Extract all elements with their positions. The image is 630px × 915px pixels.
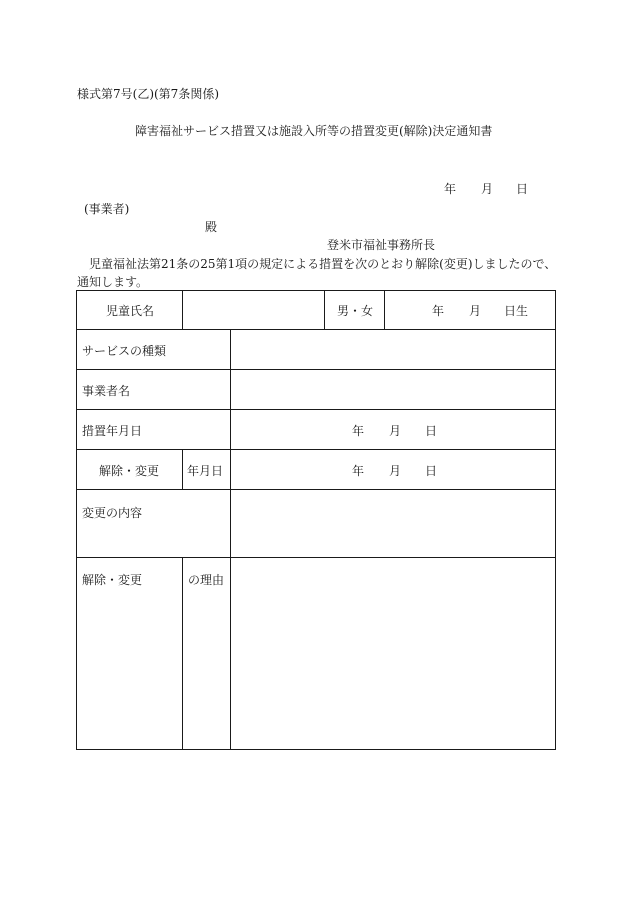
gender-option: 男・女 bbox=[337, 304, 374, 318]
body-text-line1: 児童福祉法第21条の25第1項の規定による措置を次のとおり解除(変更)しましたので、 bbox=[89, 257, 557, 271]
change-content-label: 変更の内容 bbox=[82, 506, 143, 520]
cancel-change-date-day: 日 bbox=[425, 464, 438, 478]
birth-month: 月 bbox=[469, 304, 482, 318]
measure-date-month: 月 bbox=[389, 424, 402, 438]
measure-date-day: 日 bbox=[425, 424, 438, 438]
body-text-line2: 通知します。 bbox=[77, 275, 149, 289]
form-label: 様式第7号(乙)(第7条関係) bbox=[77, 87, 219, 101]
birth-day-suffix: 日生 bbox=[504, 304, 529, 318]
measure-date-year: 年 bbox=[352, 424, 365, 438]
header-date-year: 年 bbox=[444, 182, 457, 196]
issuer: 登米市福祉事務所長 bbox=[327, 238, 436, 252]
service-type-label: サービスの種類 bbox=[82, 344, 167, 358]
header-date-day: 日 bbox=[516, 182, 529, 196]
cancel-change-date-year: 年 bbox=[352, 464, 365, 478]
child-name-label: 児童氏名 bbox=[106, 304, 155, 318]
honorific: 殿 bbox=[205, 220, 218, 234]
document-title: 障害福祉サービス措置又は施設入所等の措置変更(解除)決定通知書 bbox=[135, 124, 493, 138]
reason-label-suffix: の理由 bbox=[188, 573, 225, 587]
birth-year: 年 bbox=[432, 304, 445, 318]
provider-name-label: 事業者名 bbox=[82, 384, 131, 398]
cancel-change-label: 解除・変更 bbox=[99, 464, 160, 478]
header-date-month: 月 bbox=[481, 182, 494, 196]
recipient-label: (事業者) bbox=[84, 202, 130, 216]
reason-label-prefix: 解除・変更 bbox=[82, 573, 143, 587]
measure-date-label: 措置年月日 bbox=[82, 424, 143, 438]
ymd-label: 年月日 bbox=[187, 464, 224, 478]
cancel-change-date-month: 月 bbox=[389, 464, 402, 478]
